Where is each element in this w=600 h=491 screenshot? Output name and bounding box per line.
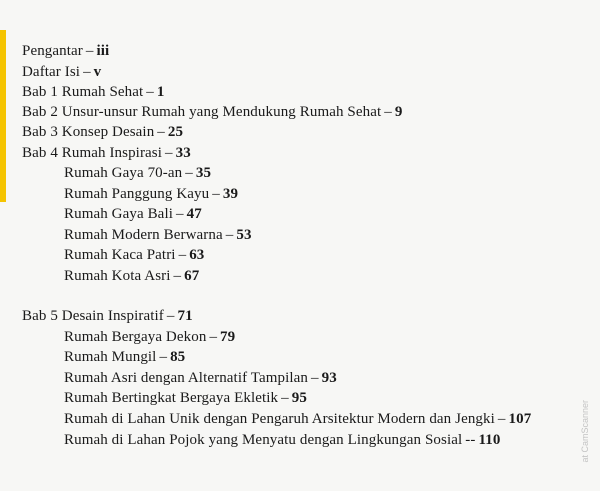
toc-title: Daftar Isi [22,64,81,80]
toc-separator: – [146,84,154,100]
toc-page-number: iii [96,43,110,59]
toc-subentry-rumah-gaya-bali[interactable] [64,205,202,223]
toc-page-number: 39 [222,186,239,202]
toc-page-number: 107 [508,411,532,427]
toc-title: Rumah Mungil [64,349,157,365]
toc-page-number: 53 [236,227,252,243]
toc-page-number: 63 [189,247,205,263]
toc-separator: -- [465,432,476,448]
toc-subentry-rumah-panggung-kayu[interactable] [64,185,238,203]
toc-separator: – [173,268,182,284]
toc-title: Rumah Bertingkat Bergaya Ekletik [64,390,279,406]
toc-page-number: 79 [220,329,236,345]
toc-title: Rumah Kaca Patri [64,247,176,263]
toc-page-number: 67 [184,268,200,284]
toc-separator: – [175,206,184,222]
toc-separator: – [157,124,165,140]
toc-title: Rumah Panggung Kayu [64,186,210,202]
toc-separator: – [311,370,319,386]
toc-subentry-rumah-lahan-pojok[interactable] [64,431,500,449]
toc-page-number: 93 [321,370,337,386]
toc-title: Rumah di Lahan Pojok yang Menyatu dengan Lingkungan Sosial [64,432,463,448]
toc-separator: – [166,308,175,324]
toc-separator: – [497,411,506,427]
toc-entry-bab-2[interactable] [22,103,402,121]
scanner-watermark: at CamScanner [580,400,590,463]
toc-title: Rumah Gaya Bali [64,206,173,222]
toc-page-number: 35 [195,165,212,181]
toc-separator: – [83,64,91,80]
yellow-accent-bar [0,30,6,202]
toc-subentry-rumah-kaca-patri[interactable] [64,246,204,264]
toc-page-number: 95 [291,390,307,406]
toc-title: Bab 3 Konsep Desain [22,124,155,140]
toc-page-number: 110 [478,432,501,448]
toc-title: Rumah Kota Asri [64,268,171,284]
toc-separator: – [159,349,168,365]
toc-entry-daftar-isi[interactable] [22,63,101,81]
toc-subentry-rumah-bergaya-dekon[interactable] [64,328,235,346]
toc-title: Bab 1 Rumah Sehat [22,84,144,100]
toc-subentry-rumah-mungil[interactable] [64,348,185,366]
toc-entry-bab-4[interactable] [22,144,191,162]
toc-page-number: 47 [186,206,202,222]
toc-entry-bab-5[interactable] [22,307,193,325]
toc-title: Bab 5 Desain Inspiratif [22,308,164,324]
toc-page-number: v [93,64,102,80]
toc-page-number: 85 [170,349,186,365]
toc-subentry-rumah-asri[interactable] [64,369,337,387]
toc-page-number: 33 [175,145,191,161]
toc-subentry-rumah-modern-berwarna[interactable] [64,226,252,244]
toc-separator: – [209,329,218,345]
toc-separator: – [185,165,193,181]
toc-entry-pengantar[interactable] [22,42,109,60]
toc-subentry-rumah-bertingkat[interactable] [64,389,307,407]
toc-entry-bab-1[interactable] [22,83,165,101]
toc-title: Bab 4 Rumah Inspirasi [22,145,163,161]
toc-subentry-rumah-gaya-70an[interactable] [64,164,211,182]
toc-title: Bab 2 Unsur-unsur Rumah yang Mendukung Rumah Sehat [22,104,382,120]
toc-title: Rumah Asri dengan Alternatif Tampilan [64,370,308,386]
toc-subentry-rumah-lahan-unik[interactable] [64,410,531,428]
toc-page-number: 71 [177,308,193,324]
toc-subentry-rumah-kota-asri[interactable] [64,267,199,285]
toc-page-number: 9 [394,104,403,120]
toc-title: Pengantar [22,43,83,59]
toc-page-number: 25 [167,124,184,140]
toc-separator: – [281,390,289,406]
toc-separator: – [225,227,234,243]
toc-separator: – [85,43,94,59]
toc-separator: – [165,145,173,161]
toc-separator: – [178,247,187,263]
toc-separator: – [384,104,392,120]
toc-title: Rumah Bergaya Dekon [64,329,207,345]
toc-page-number: 1 [156,84,165,100]
toc-entry-bab-3[interactable] [22,123,183,141]
toc-title: Rumah di Lahan Unik dengan Pengaruh Arsitektur Modern dan Jengki [64,411,495,427]
toc-title: Rumah Modern Berwarna [64,227,223,243]
toc-title: Rumah Gaya 70-an [64,165,183,181]
toc-separator: – [212,186,220,202]
